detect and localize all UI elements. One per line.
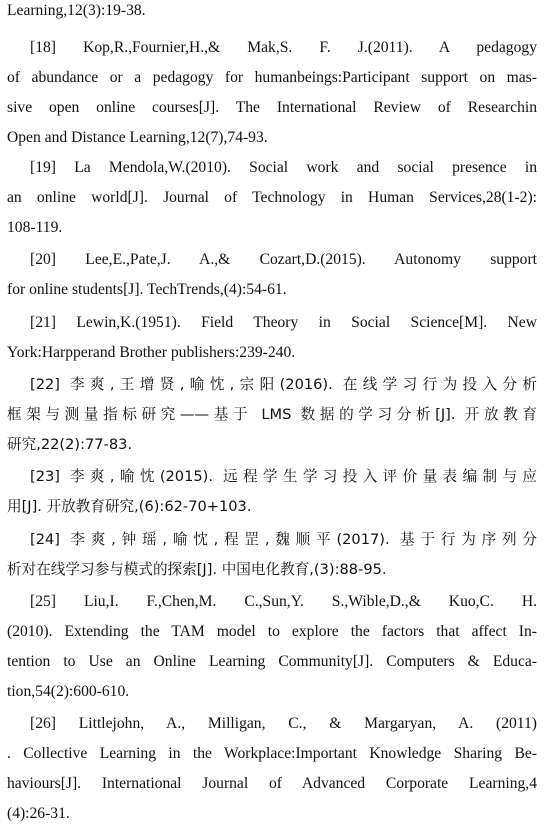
reference-19-line-2: an online world[J]. Journal of Technology in Human Services,28(1-2): bbox=[7, 189, 537, 206]
reference-18-line-2: of abundance or a pedagogy for humanbeings:Participant support on mas- bbox=[7, 69, 537, 86]
reference-25-line-1: [25] Liu,I. F.,Chen,M. C.,Sun,Y. S.,Wible,D.,& Kuo,C. H. bbox=[30, 593, 537, 610]
reference-21-line-1: [21] Lewin,K.(1951). Field Theory in Social Science[M]. New bbox=[30, 314, 537, 331]
reference-25-line-2: (2010). Extending the TAM model to explore the factors that affect In- bbox=[7, 623, 537, 640]
reference-17-line-1: Learning,12(3):19-38. bbox=[7, 2, 146, 19]
reference-19-line-3: 108-119. bbox=[7, 219, 63, 236]
reference-25-line-4: tion,54(2):600-610. bbox=[7, 683, 130, 700]
reference-24-line-2: 析对在线学习参与模式的探索[J]. 中国电化教育,(3):88-95. bbox=[7, 561, 387, 578]
reference-26-line-2: . Collective Learning in the Workplace:Important Knowledge Sharing Be- bbox=[7, 745, 537, 762]
reference-26-line-3: haviours[J]. International Journal of Advanced Corporate Learning,4 bbox=[7, 775, 537, 792]
reference-22-line-3: 研究,22(2):77-83. bbox=[7, 436, 133, 453]
reference-26-line-1: [26] Littlejohn, A., Milligan, C., & Margaryan, A. (2011) bbox=[30, 715, 537, 732]
reference-22-line-1: [22] 李爽,王增贤,喻忱,宗阳(2016). 在线学习行为投入分析 bbox=[30, 376, 537, 393]
reference-20-line-2: for online students[J]. TechTrends,(4):54-61. bbox=[7, 281, 287, 298]
reference-25-line-3: tention to Use an Online Learning Community[J]. Computers & Educa- bbox=[7, 653, 537, 670]
reference-21-line-2: York:Harpperand Brother publishers:239-240. bbox=[7, 344, 296, 361]
reference-23-line-2: 用[J]. 开放教育研究,(6):62-70+103. bbox=[7, 498, 252, 515]
reference-26-line-4: (4):26-31. bbox=[7, 805, 70, 822]
reference-23-line-1: [23] 李爽,喻忱(2015). 远程学生学习投入评价量表编制与应 bbox=[30, 468, 537, 485]
reference-20-line-1: [20] Lee,E.,Pate,J. A.,& Cozart,D.(2015). Autonomy support bbox=[30, 251, 537, 268]
reference-18-line-3: sive open online courses[J]. The International Review of Researchin bbox=[7, 99, 537, 116]
reference-19-line-1: [19] La Mendola,W.(2010). Social work and social presence in bbox=[30, 159, 537, 176]
reference-22-line-2: 框架与测量指标研究——基于 LMS 数据的学习分析[J]. 开放教育 bbox=[7, 406, 537, 423]
reference-18-line-4: Open and Distance Learning,12(7),74-93. bbox=[7, 129, 268, 146]
reference-18-line-1: [18] Kop,R.,Fournier,H.,& Mak,S. F. J.(2011). A pedagogy bbox=[30, 39, 537, 56]
reference-24-line-1: [24] 李爽,钟瑶,喻忱,程罡,魏顺平(2017). 基于行为序列分 bbox=[30, 531, 537, 548]
